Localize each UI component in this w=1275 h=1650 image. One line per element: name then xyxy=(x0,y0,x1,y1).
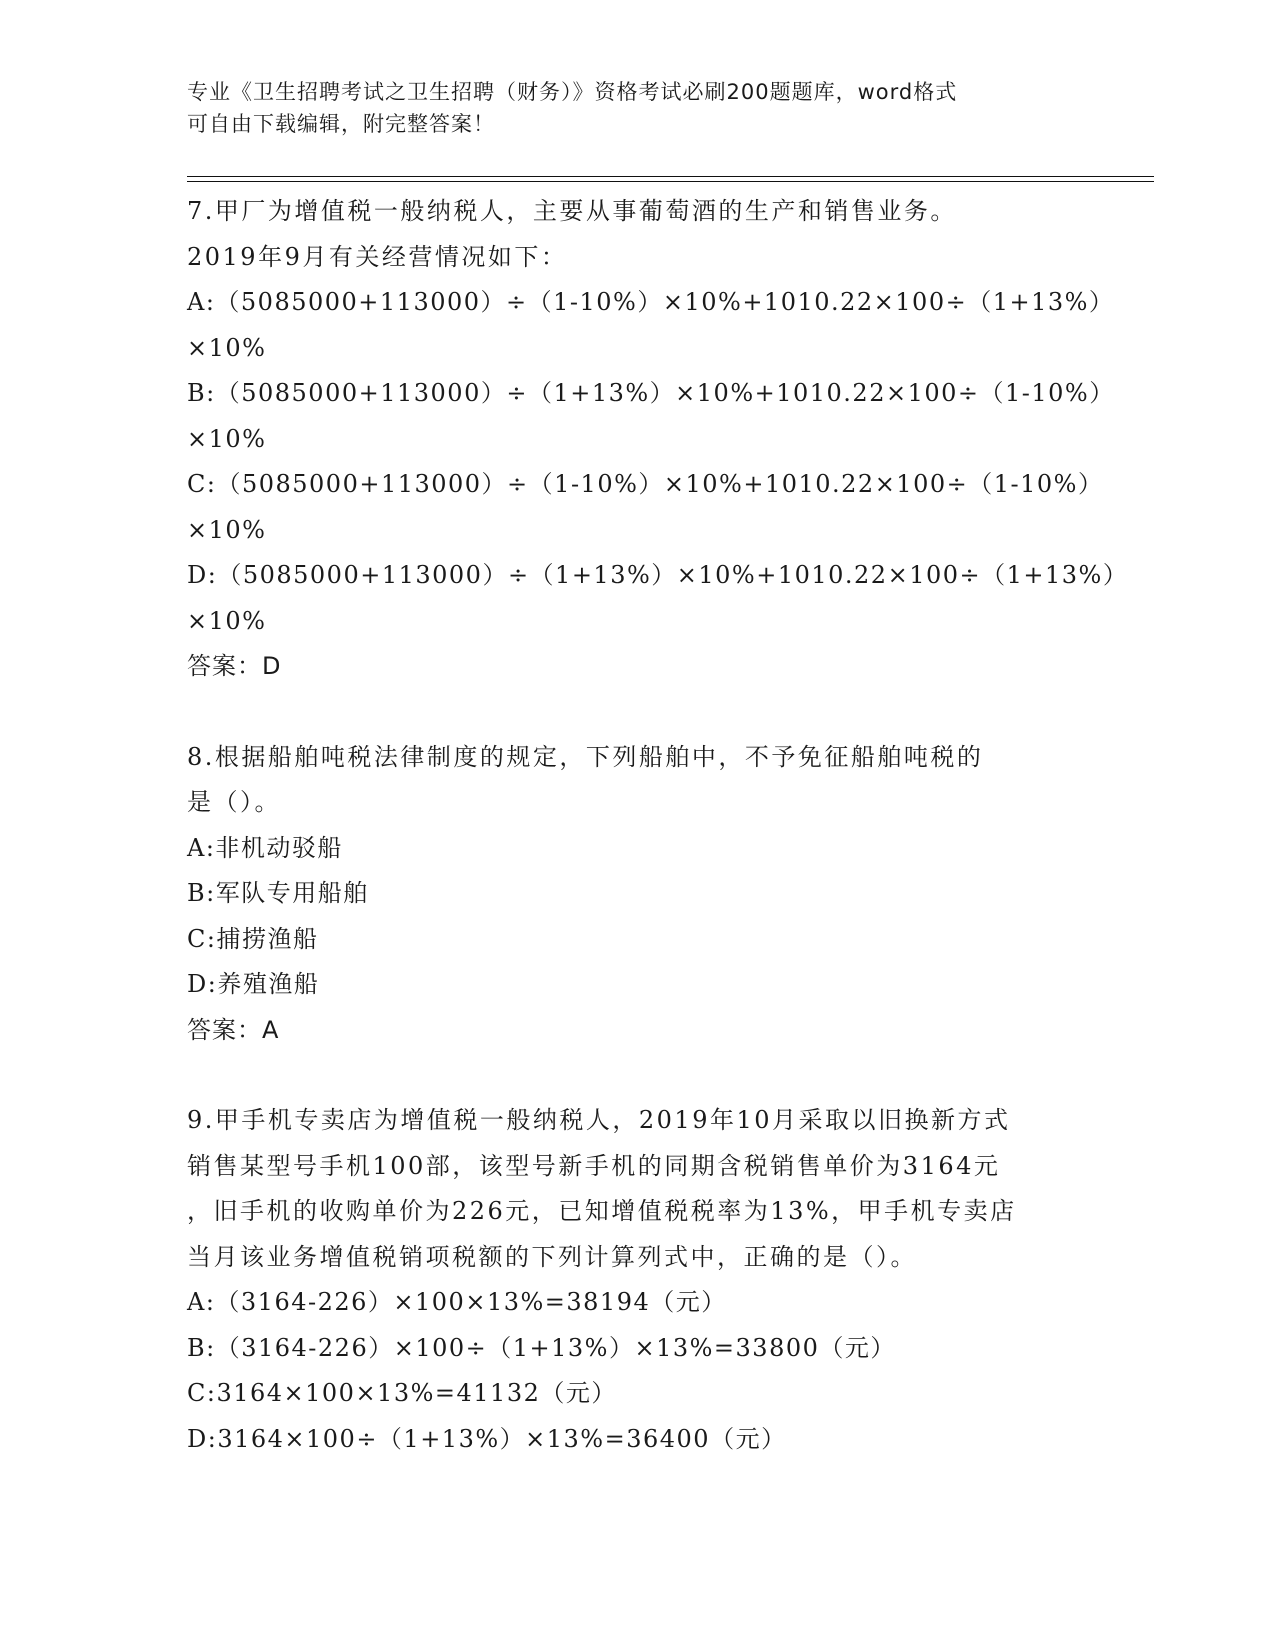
question-stem-line: ，旧手机的收购单价为226元，已知增值税税率为13%，甲手机专卖店 xyxy=(187,1197,1017,1225)
question-stem-line: 是（）。 xyxy=(187,788,281,816)
header-line-1: 专业《卫生招聘考试之卫生招聘（财务）》资格考试必刷200题题库，word格式 xyxy=(187,80,958,104)
option-c-continued: ×10% xyxy=(187,515,267,544)
option-d: D:养殖渔船 xyxy=(187,970,320,998)
option-c: C:（5085000+113000）÷（1-10%）×10%+1010.22×100÷（1-10%） xyxy=(187,470,1104,498)
option-c: C:捕捞渔船 xyxy=(187,924,319,953)
answer-line: 答案：A xyxy=(187,1015,280,1044)
question-stem-line: 9.甲手机专卖店为增值税一般纳税人，2019年10月采取以旧换新方式 xyxy=(187,1106,1011,1134)
option-a: A:非机动驳船 xyxy=(187,833,343,862)
question-spacer xyxy=(187,1053,1087,1098)
header-rule-bottom xyxy=(187,181,1154,182)
header-rule-top xyxy=(187,176,1154,177)
option-b-continued: ×10% xyxy=(187,424,267,453)
question-7 xyxy=(187,189,1129,690)
option-d: D:（5085000+113000）÷（1+13%）×10%+1010.22×100÷（1+13%） xyxy=(187,561,1129,589)
option-b: B:（5085000+113000）÷（1+13%）×10%+1010.22×100÷（1-10%） xyxy=(187,379,1115,407)
question-stem-line: 2019年9月有关经营情况如下： xyxy=(187,242,568,271)
option-b: B:军队专用船舶 xyxy=(187,879,369,907)
question-list xyxy=(187,189,1129,1462)
question-stem-line: 销售某型号手机100部，该型号新手机的同期含税销售单价为3164元 xyxy=(187,1151,1001,1180)
option-b: B:（3164-226）×100÷（1+13%）×13%=33800（元） xyxy=(187,1333,896,1362)
option-a-continued: ×10% xyxy=(187,333,267,362)
question-spacer xyxy=(187,690,1087,735)
question-9 xyxy=(187,1098,1087,1462)
option-d: D:3164×100÷（1+13%）×13%=36400（元） xyxy=(187,1424,787,1453)
header-line-2: 可自由下载编辑，附完整答案！ xyxy=(187,112,495,136)
question-stem-line: 7.甲厂为增值税一般纳税人，主要从事葡萄酒的生产和销售业务。 xyxy=(187,197,957,225)
option-a: A:（5085000+113000）÷（1-10%）×10%+1010.22×100÷（1+13%） xyxy=(187,288,1115,316)
question-stem-line: 8.根据船舶吨税法律制度的规定，下列船舶中，不予免征船舶吨税的 xyxy=(187,742,984,771)
option-c: C:3164×100×13%=41132（元） xyxy=(187,1379,617,1407)
document-header xyxy=(187,76,1067,140)
option-d-continued: ×10% xyxy=(187,606,267,635)
option-a: A:（3164-226）×100×13%=38194（元） xyxy=(187,1288,727,1316)
answer-line: 答案：D xyxy=(187,652,282,680)
question-8 xyxy=(187,735,1087,1054)
question-stem-line: 当月该业务增值税销项税额的下列计算列式中，正确的是（）。 xyxy=(187,1242,917,1271)
